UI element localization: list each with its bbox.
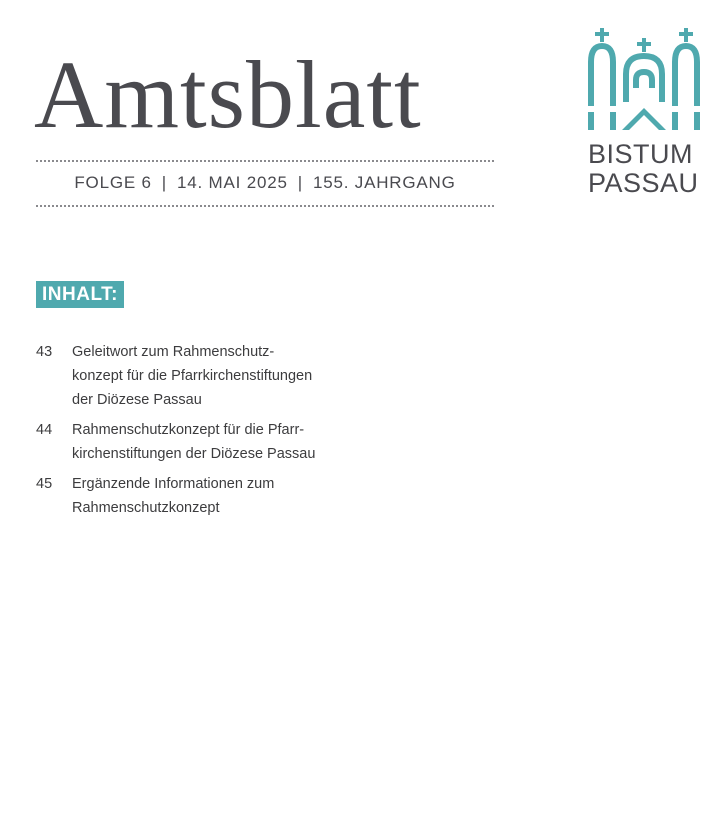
issue-jahrgang: 155. JAHRGANG [312,173,456,192]
toc-item-title [72,418,315,466]
masthead-title: Amtsblatt [34,41,422,148]
toc-item-line: Geleitwort zum Rahmenschutz- [72,344,275,360]
toc-item-line: konzept für die Pfarrkirchenstiftungen [72,368,313,384]
issue-date: 14. MAI 2025 [177,173,288,192]
toc-item-number: 44 [36,422,53,438]
toc-item-number: 43 [36,344,53,360]
bistum-passau-logo [588,28,702,198]
toc-item-line: Rahmenschutzkonzept für die Pfarr- [72,422,305,438]
table-of-contents [36,340,356,526]
church-towers-icon [588,28,700,132]
logo-text-passau: PASSAU [588,168,699,198]
contents-heading: INHALT: [36,281,124,308]
toc-item [36,418,356,466]
issue-separator: | [161,173,167,192]
issue-folge: FOLGE 6 [74,173,152,192]
masthead-divider-bottom [36,205,494,207]
masthead-divider-top [36,160,494,162]
toc-item-line: kirchenstiftungen der Diözese Passau [72,446,316,462]
toc-item-title [72,472,274,520]
toc-item-number: 45 [36,476,53,492]
issue-info [36,173,494,193]
logo-text-bistum: BISTUM [588,139,694,169]
toc-item-line: Rahmenschutzkonzept [72,500,220,516]
issue-separator: | [297,173,303,192]
toc-item-line: der Diözese Passau [72,392,202,408]
toc-item [36,472,356,520]
toc-item-title [72,340,312,412]
toc-item-line: Ergänzende Informationen zum [72,476,275,492]
toc-item [36,340,356,412]
